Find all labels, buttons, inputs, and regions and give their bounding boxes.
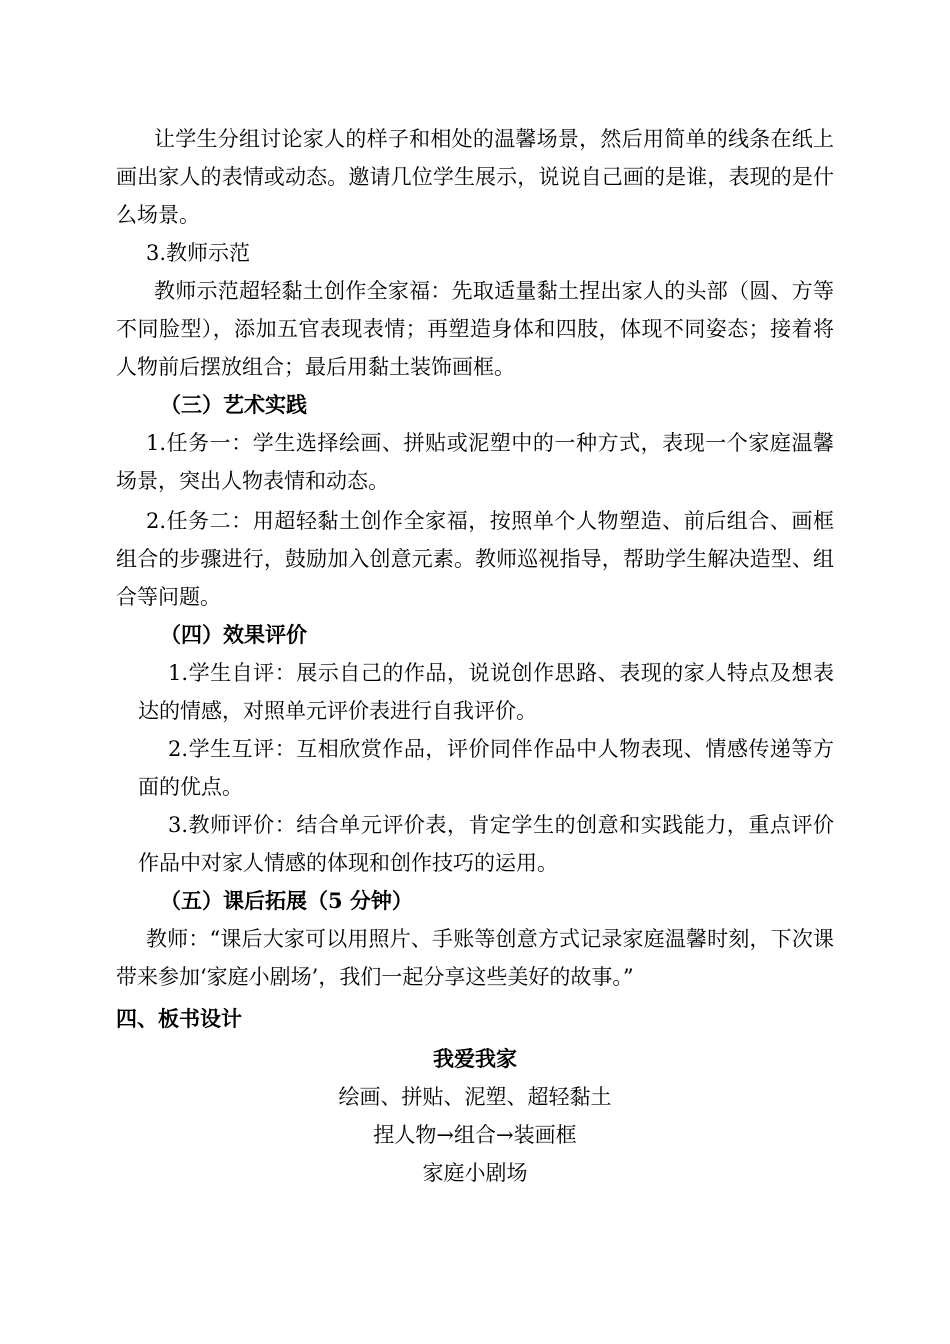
step3-paragraph: 教师示范超轻黏土创作全家福：先取适量黏土捏出家人的头部（圆、方等不同脸型），添加五官表现表情；再塑造身体和四肢，体现不同姿态；接着将人物前后摆放组合；最后用黏土装饰画框。	[116, 279, 834, 379]
task1-paragraph: 1.任务一：学生选择绘画、拼贴或泥塑中的一种方式，表现一个家庭温馨场景，突出人物表情和动态。	[116, 431, 834, 493]
section3-heading: （三）艺术实践	[160, 392, 307, 417]
board-line-3: 家庭小剧场	[422, 1161, 528, 1185]
eval2-paragraph: 2.学生互评：互相欣赏作品，评价同伴作品中人物表现、情感传递等方面的优点。	[138, 737, 834, 799]
board-title: 我爱我家	[433, 1046, 517, 1071]
extension-paragraph: 教师：“课后大家可以用照片、手账等创意方式记录家庭温馨时刻，下次课带来参加‘家庭小剧场’，我们一起分享这些美好的故事。”	[116, 927, 834, 989]
part4-heading: 四、板书设计	[116, 1006, 242, 1031]
section5-heading: （五）课后拓展（5 分钟）	[160, 888, 413, 913]
section4-heading: （四）效果评价	[160, 622, 307, 647]
board-line-1: 绘画、拼贴、泥塑、超轻黏土	[338, 1085, 612, 1109]
eval1-paragraph: 1.学生自评：展示自己的作品，说说创作思路、表现的家人特点及想表达的情感，对照单元评价表进行自我评价。	[138, 661, 834, 723]
board-line-2: 捏人物→组合→装画框	[373, 1123, 577, 1147]
eval3-paragraph: 3.教师评价：结合单元评价表，肯定学生的创意和实践能力，重点评价作品中对家人情感的体现和创作技巧的运用。	[138, 813, 834, 875]
blackboard-design	[116, 1040, 834, 1192]
document-page	[116, 120, 834, 1192]
task2-paragraph: 2.任务二：用超轻黏土创作全家福，按照单个人物塑造、前后组合、画框组合的步骤进行，鼓励加入创意元素。教师巡视指导，帮助学生解决造型、组合等问题。	[116, 509, 834, 609]
intro-paragraph: 让学生分组讨论家人的样子和相处的温馨场景，然后用简单的线条在纸上画出家人的表情或动态。邀请几位学生展示，说说自己画的是谁，表现的是什么场景。	[116, 127, 834, 227]
step3-heading: 3.教师示范	[146, 241, 251, 265]
